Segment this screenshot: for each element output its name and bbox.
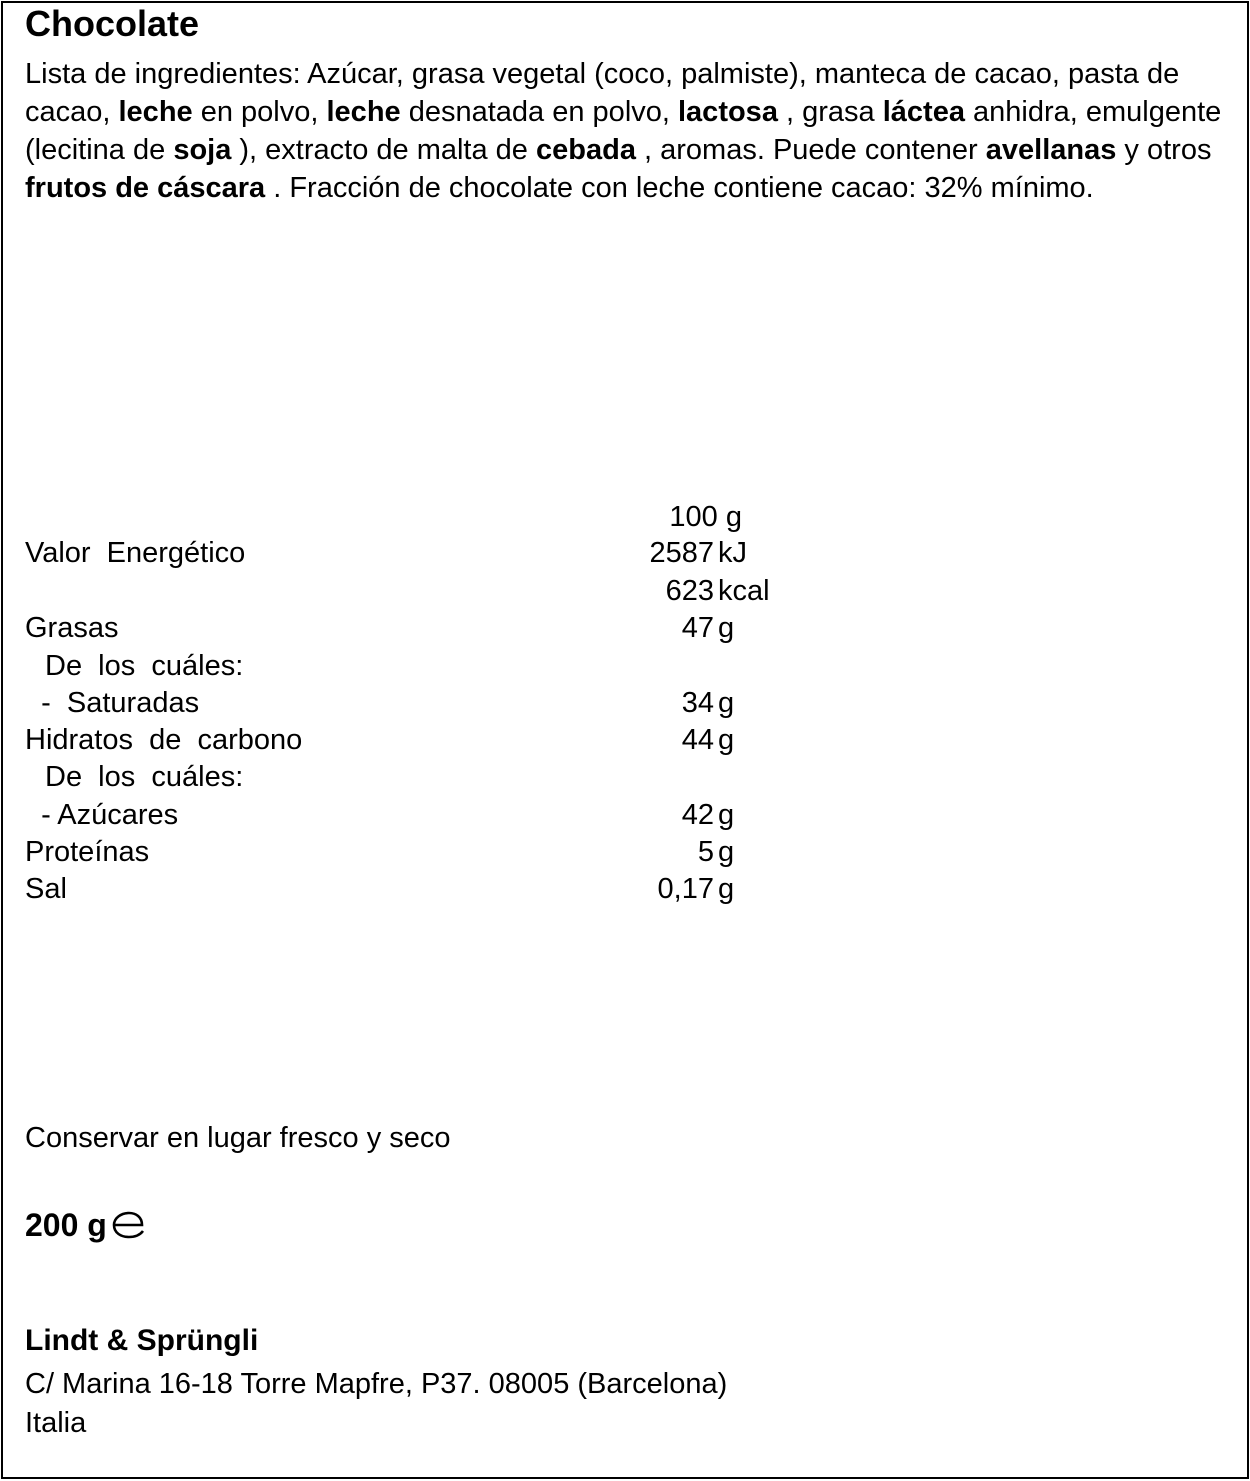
storage-instructions: Conservar en lugar fresco y seco: [25, 1122, 451, 1154]
product-title: Chocolate: [25, 3, 200, 44]
nutrition-label: Grasas: [25, 612, 119, 644]
ingredient-text: desnatada en polvo,: [400, 96, 678, 128]
ingredient-text: , aromas. Puede contener: [635, 134, 986, 166]
net-weight-value: 200 g: [25, 1207, 107, 1243]
nutrition-label: Proteínas: [25, 836, 150, 868]
nutrition-unit: g: [718, 687, 735, 719]
nutrition-unit: g: [718, 836, 735, 868]
allergen-highlight: cebada: [536, 134, 636, 166]
nutrition-value: 47: [681, 612, 714, 644]
nutrition-value: 5: [697, 836, 714, 868]
ingredient-text: , grasa: [777, 96, 883, 128]
address-line: C/ Marina 16-18 Torre Mapfre, P37. 08005 (Barcelona): [25, 1368, 728, 1400]
nutrition-value: 34: [681, 687, 714, 719]
allergen-highlight: leche: [118, 96, 193, 128]
ingredient-text: en polvo,: [192, 96, 327, 128]
nutrition-label: De los cuáles:: [45, 761, 244, 793]
ingredient-text: ), extracto de malta de: [231, 134, 536, 166]
allergen-highlight: leche: [326, 96, 401, 128]
nutrition-value: 623: [665, 575, 714, 607]
nutrition-label: Hidratos de carbono: [25, 724, 303, 756]
nutrition-column-header: 100 g: [669, 501, 742, 533]
company-name: Lindt & Sprüngli: [25, 1324, 259, 1357]
nutrition-value: 44: [681, 724, 714, 756]
nutrition-label: - Azúcares: [25, 799, 179, 831]
ingredient-text: . Fracción de chocolate con leche contiene cacao: 32% mínimo.: [265, 172, 1094, 204]
allergen-highlight: avellanas: [985, 134, 1117, 166]
allergen-highlight: frutos de cáscara: [25, 172, 266, 204]
allergen-highlight: soja: [173, 134, 232, 166]
net-weight: [25, 1205, 147, 1249]
allergen-highlight: lactosa: [678, 96, 778, 128]
address-country: Italia: [25, 1407, 87, 1439]
allergen-highlight: láctea: [882, 96, 965, 128]
nutrition-label: De los cuáles:: [45, 650, 244, 682]
ingredients-list: [25, 55, 1225, 207]
ingredient-text: anhidra, emulgente (lecitina de: [25, 96, 1222, 166]
nutrition-value: 2587: [649, 537, 714, 569]
nutrition-unit: g: [718, 873, 735, 905]
e-mark-icon: [111, 1209, 147, 1249]
nutrition-label: - Saturadas: [25, 687, 200, 719]
nutrition-unit: kJ: [718, 537, 747, 569]
nutrition-label: Valor Energético: [25, 537, 246, 569]
nutrition-label: Sal: [25, 873, 67, 905]
ingredient-text: Lista de ingredientes: Azúcar, grasa vegetal (coco, palmiste), manteca de cacao, pasta de cacao,: [25, 58, 1180, 128]
nutrition-value: 0,17: [657, 873, 714, 905]
nutrition-value: 42: [681, 799, 714, 831]
nutrition-unit: kcal: [718, 575, 770, 607]
nutrition-unit: g: [718, 799, 735, 831]
nutrition-unit: g: [718, 612, 735, 644]
ingredient-text: y otros: [1116, 134, 1212, 166]
nutrition-unit: g: [718, 724, 735, 756]
